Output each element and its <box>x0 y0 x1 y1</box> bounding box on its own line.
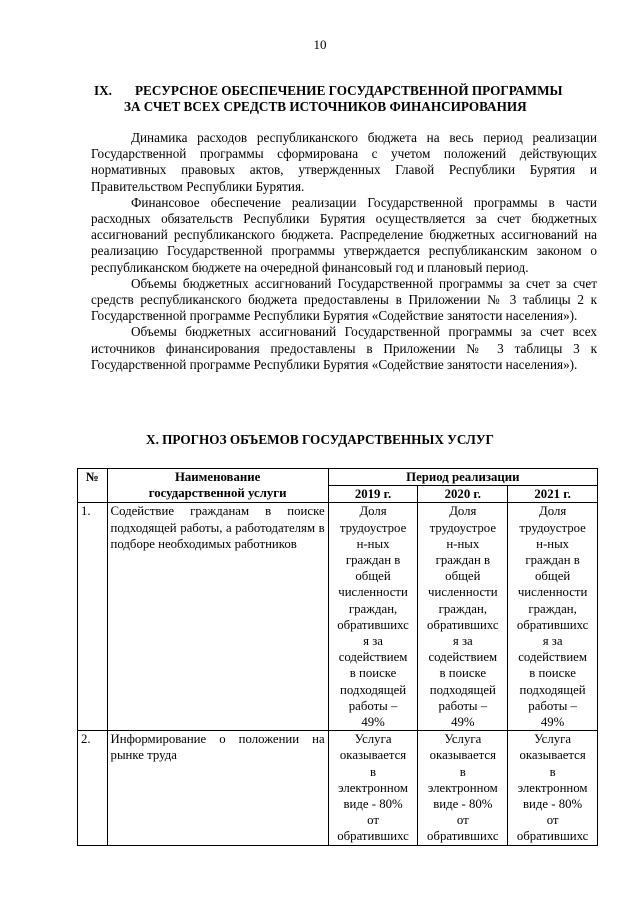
year-value-line: в поиске <box>349 666 397 681</box>
header-service-name-line1: Наименование <box>174 470 261 484</box>
year-value-line: граждан, <box>438 601 488 616</box>
year-value-line: я за <box>363 634 383 649</box>
year-value-line: обратившихс <box>516 617 589 632</box>
year-value-line: от <box>546 813 559 828</box>
header-year-2019: 2019 г. <box>328 486 418 503</box>
table-row <box>78 503 598 731</box>
service-name: Содействие гражданам в поиске подходящей работы, а работодателям в подборе необходимых работников <box>107 503 328 731</box>
header-period: Период реализации <box>328 469 597 486</box>
paragraph-4: Объемы бюджетных ассигнований Государственной программы за счет всех источников финансирования предоставлены в Приложении № 3 таблицы 3 к Государственной программе Республики Бурятия «Содействие занятости населения»). <box>91 324 597 372</box>
year-value-cell <box>328 731 418 845</box>
year-value-line: виде - 80% <box>433 797 493 812</box>
year-value-line: трудоустрое <box>429 520 497 535</box>
year-value-line: работы – <box>438 698 488 713</box>
year-value-line: граждан, <box>528 601 577 616</box>
year-value-cell <box>508 731 598 845</box>
header-number: № <box>78 469 108 503</box>
year-value-line: от <box>456 813 469 828</box>
year-value-cell <box>328 503 418 731</box>
row-number: 1. <box>78 503 108 731</box>
section-9-number: IX. <box>94 83 112 98</box>
year-value-line: 49% <box>451 715 475 730</box>
year-value-line: граждан в <box>435 553 491 568</box>
year-value-line: Услуга <box>354 732 392 747</box>
year-value-line: работы – <box>348 698 398 713</box>
year-value-line: электронном <box>517 780 588 795</box>
year-value-line: подходящей <box>519 682 586 697</box>
paragraph-2: Финансовое обеспечение реализации Государственной программы в части расходных обязательств Республики Бурятия осуществляется за счет бюджетных ассигнований республиканского бюджета. Распределение бюджетных ассигнований на реализацию Государственной программы утверждается республиканским законом о республиканском бюджете на очередной финансовый год и плановый период. <box>91 194 597 275</box>
header-year-2021: 2021 г. <box>508 486 598 503</box>
year-value-line: в поиске <box>439 666 487 681</box>
year-value-line: обратившихс <box>427 829 499 844</box>
page-number: 10 <box>313 37 327 52</box>
year-value-line: содействием <box>428 650 498 665</box>
year-value-line: подходящей <box>429 682 496 697</box>
year-value-line: численности <box>338 585 408 600</box>
year-value-line: оказывается <box>519 748 586 763</box>
section-9-body <box>91 130 597 373</box>
year-value-line: в <box>370 764 377 779</box>
section-9-title-line1: РЕСУРСНОЕ ОБЕСПЕЧЕНИЕ ГОСУДАРСТВЕННОЙ ПРОГРАММЫ <box>135 83 563 98</box>
year-value-line: общей <box>534 569 571 584</box>
year-value-line: Доля <box>359 504 387 519</box>
year-value-line: трудоустрое <box>339 520 407 535</box>
year-value-line: я за <box>542 634 563 649</box>
year-value-line: от <box>367 813 379 828</box>
year-value-line: электронном <box>338 780 408 795</box>
header-service-name-line2: государственной услуги <box>148 486 287 501</box>
year-value-line: Услуга <box>534 732 572 747</box>
year-value-cell <box>508 503 598 731</box>
year-value-line: оказывается <box>429 748 496 763</box>
year-value-line: обратившихс <box>337 617 409 632</box>
year-value-line: подходящей <box>340 682 407 697</box>
year-value-line: в поиске <box>529 666 576 681</box>
year-value-line: трудоустрое <box>519 520 586 535</box>
year-value-line: граждан в <box>525 553 580 568</box>
year-value-line: содействием <box>338 650 408 665</box>
year-value-line: я за <box>452 634 473 649</box>
year-value-line: численности <box>428 585 498 600</box>
year-value-line: граждан в <box>345 553 401 568</box>
year-value-line: виде - 80% <box>343 797 403 812</box>
year-value-line: общей <box>355 569 391 584</box>
row-number: 2. <box>78 731 108 845</box>
table-row <box>78 731 598 845</box>
year-value-line: 49% <box>540 715 565 730</box>
section-10-heading: X. ПРОГНОЗ ОБЪЕМОВ ГОСУДАРСТВЕННЫХ УСЛУГ <box>146 432 494 447</box>
year-value-cell <box>418 503 508 731</box>
paragraph-1: Динамика расходов республиканского бюджета на весь период реализации Государственной программы сформирована с учетом положений действующих нормативных правовых актов, утвержденных Главой Республики Бурятия и Правительством Республики Бурятия. <box>91 130 597 194</box>
year-value-cell <box>418 731 508 845</box>
year-value-line: н-ных <box>356 536 390 551</box>
year-value-line: граждан, <box>348 601 398 616</box>
year-value-line: Услуга <box>444 732 482 747</box>
year-value-line: н-ных <box>536 536 570 551</box>
year-value-line: оказывается <box>339 748 407 763</box>
table-header-row <box>78 469 598 486</box>
year-value-line: обратившихс <box>337 829 409 844</box>
year-value-line: содействием <box>518 650 587 665</box>
section-9-title-line2: ЗА СЧЕТ ВСЕХ СРЕДСТВ ИСТОЧНИКОВ ФИНАНСИРОВАНИЯ <box>124 99 527 114</box>
header-year-2020: 2020 г. <box>418 486 508 503</box>
year-value-line: в <box>459 764 466 779</box>
year-value-line: н-ных <box>446 536 480 551</box>
year-value-line: Доля <box>538 504 567 519</box>
services-forecast-table <box>77 468 598 846</box>
year-value-line: работы – <box>528 698 577 713</box>
year-value-line: виде - 80% <box>523 797 583 812</box>
header-service-name <box>107 469 328 503</box>
year-value-line: общей <box>445 569 481 584</box>
year-value-line: обратившихс <box>516 829 589 844</box>
year-value-line: численности <box>517 585 588 600</box>
year-value-line: электронном <box>427 780 498 795</box>
year-value-line: обратившихс <box>427 617 499 632</box>
paragraph-3: Объемы бюджетных ассигнований Государственной программы за счет за счет средств республиканского бюджета предоставлены в Приложении № 3 таблицы 2 к Государственной программе Республики Бурятия «Содействие занятости населения»). <box>91 275 597 324</box>
service-name: Информирование о положении на рынке труда <box>107 731 328 845</box>
year-value-line: 49% <box>361 715 385 730</box>
year-value-line: Доля <box>449 504 477 519</box>
year-value-line: в <box>549 764 556 779</box>
